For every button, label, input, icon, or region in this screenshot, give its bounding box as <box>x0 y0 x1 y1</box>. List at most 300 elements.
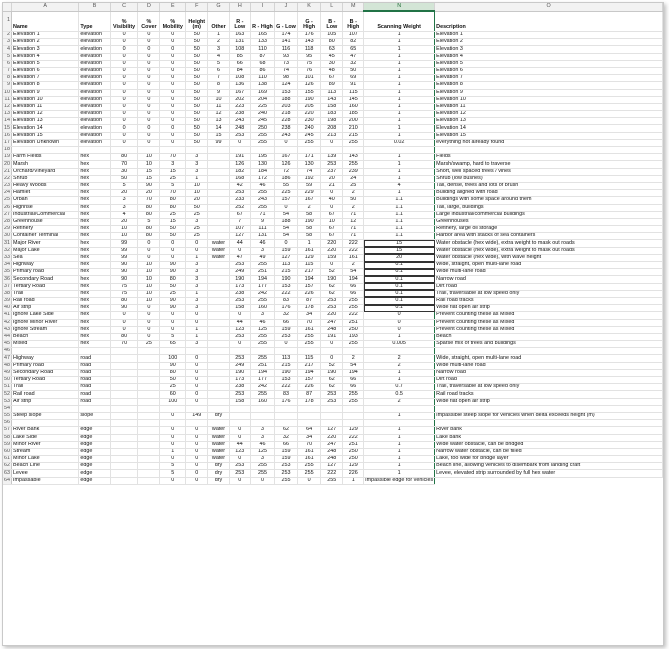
table-cell[interactable]: Rail road <box>12 297 79 304</box>
table-cell[interactable]: 50 <box>160 377 186 384</box>
table-cell[interactable]: 8 <box>208 82 229 89</box>
table-cell[interactable]: 50 <box>160 233 186 240</box>
table-cell[interactable]: 255 <box>250 139 274 146</box>
table-cell[interactable]: Elevation 1 <box>12 32 79 39</box>
table-cell[interactable]: 50 <box>186 139 208 146</box>
table-cell[interactable]: road <box>79 398 111 405</box>
table-cell[interactable]: Elevation 9 <box>435 89 663 96</box>
table-cell[interactable]: 1.1 <box>364 211 435 218</box>
table-cell[interactable]: 99 <box>110 240 137 247</box>
table-cell[interactable]: 1 <box>364 377 435 384</box>
table-cell[interactable]: Elevation 7 <box>12 75 79 82</box>
table-cell[interactable] <box>138 147 160 154</box>
row-header[interactable]: 19 <box>4 153 10 160</box>
column-header-b[interactable]: B <box>79 3 111 11</box>
table-cell[interactable]: 3 <box>186 269 208 276</box>
table-cell[interactable]: elevation <box>79 125 111 132</box>
table-cell[interactable]: 12 <box>343 218 364 225</box>
table-cell[interactable]: Major River <box>12 240 79 247</box>
table-cell[interactable]: 44 <box>229 240 250 247</box>
table-cell[interactable]: 46 <box>250 240 274 247</box>
table-cell[interactable] <box>364 420 435 427</box>
table-cell[interactable]: 131 <box>229 39 250 46</box>
table-cell[interactable]: 10 <box>138 154 160 161</box>
table-cell[interactable]: 157 <box>298 377 321 384</box>
table-cell[interactable]: 50 <box>186 82 208 89</box>
table-cell[interactable]: 1 <box>364 75 435 82</box>
row-header[interactable]: 60 <box>4 448 10 455</box>
table-cell[interactable]: 7 <box>208 75 229 82</box>
table-cell[interactable] <box>110 456 137 463</box>
table-cell[interactable]: 107 <box>229 226 250 233</box>
table-cell[interactable]: 0 <box>229 427 250 434</box>
table-cell[interactable]: 139 <box>321 154 343 161</box>
table-cell[interactable]: 245 <box>250 118 274 125</box>
table-cell[interactable]: 243 <box>275 132 298 139</box>
table-cell[interactable]: 80 <box>138 226 160 233</box>
table-cell[interactable]: 0 <box>321 139 343 146</box>
header-cell[interactable]: G - High <box>298 11 321 32</box>
table-cell[interactable]: 66 <box>275 319 298 326</box>
table-cell[interactable]: 74 <box>298 168 321 175</box>
table-cell[interactable] <box>208 348 229 355</box>
table-cell[interactable]: Ignore Stream <box>12 326 79 333</box>
table-cell[interactable] <box>208 369 229 376</box>
table-cell[interactable]: 143 <box>321 96 343 103</box>
table-cell[interactable]: 87 <box>250 53 274 60</box>
table-cell[interactable]: elevation <box>79 82 111 89</box>
table-cell[interactable]: elevation <box>79 139 111 146</box>
table-cell[interactable]: 44 <box>229 441 250 448</box>
table-cell[interactable]: Beach <box>12 333 79 340</box>
table-cell[interactable] <box>208 269 229 276</box>
table-cell[interactable]: 238 <box>229 290 250 297</box>
table-cell[interactable]: 208 <box>321 125 343 132</box>
table-cell[interactable] <box>110 355 137 362</box>
table-cell[interactable]: 190 <box>298 218 321 225</box>
table-cell[interactable]: hex <box>79 182 111 189</box>
table-cell[interactable]: 255 <box>321 477 343 484</box>
table-cell[interactable]: 65 <box>160 341 186 348</box>
table-cell[interactable]: 1 <box>298 240 321 247</box>
table-cell[interactable]: 82 <box>343 39 364 46</box>
row-header[interactable]: 31 <box>4 239 10 246</box>
row-header[interactable]: 64 <box>4 477 10 483</box>
table-cell[interactable]: 80 <box>110 333 137 340</box>
row-header[interactable]: 14 <box>4 117 10 124</box>
table-cell[interactable]: 127 <box>321 427 343 434</box>
table-cell[interactable]: 0 <box>138 39 160 46</box>
table-cell[interactable]: Shrub <box>12 175 79 182</box>
table-cell[interactable]: hex <box>79 190 111 197</box>
table-cell[interactable]: 1 <box>364 89 435 96</box>
table-cell[interactable] <box>208 405 229 412</box>
table-cell[interactable]: 10 <box>138 290 160 297</box>
table-cell[interactable]: 127 <box>275 254 298 261</box>
table-cell[interactable]: elevation <box>79 132 111 139</box>
table-cell[interactable]: 2 <box>364 398 435 405</box>
table-cell[interactable]: water <box>208 254 229 261</box>
table-cell[interactable]: 250 <box>343 326 364 333</box>
column-header-h[interactable]: H <box>229 3 250 11</box>
row-header[interactable]: 47 <box>4 354 10 361</box>
table-cell[interactable]: 10 <box>138 269 160 276</box>
table-cell[interactable]: 210 <box>343 125 364 132</box>
table-cell[interactable]: 1.1 <box>364 226 435 233</box>
table-cell[interactable]: Elevation 10 <box>12 96 79 103</box>
row-header[interactable]: 25 <box>4 196 10 203</box>
table-cell[interactable] <box>110 398 137 405</box>
table-cell[interactable]: 0 <box>186 384 208 391</box>
column-header-e[interactable]: E <box>160 3 186 11</box>
column-header-f[interactable]: F <box>186 3 208 11</box>
table-cell[interactable]: 10 <box>186 190 208 197</box>
table-cell[interactable]: water <box>208 247 229 254</box>
table-cell[interactable]: 58 <box>298 211 321 218</box>
table-cell[interactable]: 0 <box>186 312 208 319</box>
table-cell[interactable] <box>229 420 250 427</box>
table-cell[interactable] <box>250 405 274 412</box>
table-cell[interactable]: 6 <box>208 67 229 74</box>
table-cell[interactable]: Lake Side <box>12 434 79 441</box>
table-cell[interactable]: 0 <box>160 319 186 326</box>
table-cell[interactable]: 0.005 <box>364 341 435 348</box>
table-cell[interactable]: 1 <box>186 326 208 333</box>
row-header[interactable]: 8 <box>3 75 12 82</box>
row-header[interactable]: 33 <box>4 254 10 260</box>
table-cell[interactable]: 54 <box>275 211 298 218</box>
table-cell[interactable] <box>138 463 160 470</box>
table-cell[interactable] <box>160 147 186 154</box>
table-cell[interactable]: 248 <box>321 326 343 333</box>
table-cell[interactable]: 253 <box>229 470 250 477</box>
table-cell[interactable]: 222 <box>343 240 364 247</box>
table-cell[interactable]: 0 <box>110 326 137 333</box>
table-cell[interactable]: 159 <box>275 448 298 455</box>
table-cell[interactable]: 100 <box>160 355 186 362</box>
table-cell[interactable]: 0 <box>186 448 208 455</box>
table-cell[interactable]: 25 <box>186 211 208 218</box>
table-cell[interactable]: 50 <box>186 132 208 139</box>
table-cell[interactable] <box>208 204 229 211</box>
table-cell[interactable]: 161 <box>343 254 364 261</box>
table-cell[interactable]: 138 <box>250 82 274 89</box>
table-cell[interactable]: 126 <box>275 161 298 168</box>
table-cell[interactable]: 195 <box>250 154 274 161</box>
table-cell[interactable]: Tertiary Road <box>12 377 79 384</box>
table-cell[interactable]: 0 <box>364 326 435 333</box>
row-header[interactable]: 53 <box>4 398 10 404</box>
table-cell[interactable]: 4 <box>208 53 229 60</box>
table-cell[interactable]: 2 <box>208 39 229 46</box>
table-cell[interactable]: Wide, straight, open multi-lane road <box>435 355 663 362</box>
table-cell[interactable]: 251 <box>343 441 364 448</box>
table-cell[interactable]: 161 <box>298 448 321 455</box>
row-header[interactable]: 57 <box>4 426 10 433</box>
table-cell[interactable]: 222 <box>321 470 343 477</box>
table-cell[interactable] <box>110 147 137 154</box>
table-cell[interactable]: Levee, elevated strip surrounded by full hex water <box>435 470 663 477</box>
table-cell[interactable]: 50 <box>160 226 186 233</box>
table-cell[interactable]: Elevation 11 <box>12 103 79 110</box>
table-cell[interactable]: 1 <box>208 32 229 39</box>
table-cell[interactable]: 0 <box>160 441 186 448</box>
table-cell[interactable]: 67 <box>321 233 343 240</box>
column-header-l[interactable]: L <box>321 3 343 11</box>
table-cell[interactable]: Rail road <box>12 391 79 398</box>
table-cell[interactable]: 230 <box>298 118 321 125</box>
table-cell[interactable] <box>208 391 229 398</box>
table-cell[interactable] <box>110 384 137 391</box>
table-cell[interactable]: 255 <box>275 477 298 484</box>
table-cell[interactable]: 215 <box>275 269 298 276</box>
table-cell[interactable]: Sea <box>12 254 79 261</box>
table-cell[interactable]: 220 <box>321 247 343 254</box>
table-cell[interactable] <box>160 348 186 355</box>
table-cell[interactable]: Trail, traversable at low speed only <box>435 290 663 297</box>
table-cell[interactable]: 1 <box>186 254 208 261</box>
table-cell[interactable]: 58 <box>298 233 321 240</box>
table-cell[interactable]: 173 <box>229 377 250 384</box>
header-cell[interactable]: G - Low <box>275 11 298 32</box>
table-cell[interactable]: 55 <box>275 182 298 189</box>
table-cell[interactable] <box>208 168 229 175</box>
table-cell[interactable]: 218 <box>275 111 298 118</box>
table-cell[interactable]: 25 <box>160 290 186 297</box>
table-cell[interactable]: 65 <box>343 46 364 53</box>
table-cell[interactable]: 13 <box>208 118 229 125</box>
table-cell[interactable]: Tall, large, buildings <box>435 204 663 211</box>
table-cell[interactable]: 1 <box>364 369 435 376</box>
table-cell[interactable]: 10 <box>110 226 137 233</box>
row-header[interactable]: 55 <box>4 412 10 419</box>
table-cell[interactable]: hex <box>79 283 111 290</box>
table-cell[interactable]: 0 <box>138 96 160 103</box>
table-cell[interactable]: Minor Lake <box>12 456 79 463</box>
table-cell[interactable]: 62 <box>275 427 298 434</box>
table-cell[interactable]: Refinery, large oil storage <box>435 226 663 233</box>
table-cell[interactable] <box>250 420 274 427</box>
row-header[interactable]: 12 <box>4 103 10 110</box>
row-header[interactable]: 17 <box>4 139 10 145</box>
table-cell[interactable]: 25 <box>160 384 186 391</box>
row-header[interactable]: 37 <box>4 283 10 289</box>
table-cell[interactable] <box>321 147 343 154</box>
table-cell[interactable]: edge <box>79 427 111 434</box>
table-cell[interactable]: Elevation 13 <box>435 118 663 125</box>
row-header[interactable]: 13 <box>4 110 10 117</box>
table-cell[interactable]: 161 <box>298 456 321 463</box>
table-cell[interactable]: 86 <box>250 67 274 74</box>
table-cell[interactable]: 70 <box>160 154 186 161</box>
table-cell[interactable]: 80 <box>138 204 160 211</box>
table-cell[interactable]: 126 <box>298 82 321 89</box>
table-cell[interactable]: 0 <box>160 240 186 247</box>
table-cell[interactable]: 50 <box>186 204 208 211</box>
table-cell[interactable]: 145 <box>343 96 364 103</box>
table-cell[interactable]: 1 <box>364 96 435 103</box>
table-cell[interactable]: 190 <box>321 276 343 283</box>
table-cell[interactable]: Highway <box>12 355 79 362</box>
table-cell[interactable]: 188 <box>275 218 298 225</box>
table-cell[interactable]: 0.1 <box>364 290 435 297</box>
table-cell[interactable]: 153 <box>275 283 298 290</box>
table-cell[interactable] <box>138 355 160 362</box>
table-cell[interactable]: 0 <box>229 477 250 484</box>
table-cell[interactable]: Elevation 15 <box>12 132 79 139</box>
table-cell[interactable]: 115 <box>343 89 364 96</box>
table-cell[interactable]: 0.5 <box>364 391 435 398</box>
table-cell[interactable]: Elevation 6 <box>12 67 79 74</box>
table-cell[interactable]: 225 <box>250 103 274 110</box>
table-cell[interactable] <box>110 448 137 455</box>
row-header[interactable]: 61 <box>4 455 10 462</box>
table-cell[interactable]: 0 <box>186 434 208 441</box>
table-cell[interactable]: edge <box>79 448 111 455</box>
table-cell[interactable]: 253 <box>229 463 250 470</box>
table-cell[interactable]: 0 <box>138 333 160 340</box>
table-cell[interactable]: 3 <box>110 204 137 211</box>
table-cell[interactable] <box>208 197 229 204</box>
table-cell[interactable]: 50 <box>343 197 364 204</box>
table-cell[interactable]: hex <box>79 290 111 297</box>
table-cell[interactable]: 1 <box>364 53 435 60</box>
table-cell[interactable] <box>138 477 160 484</box>
table-cell[interactable]: 0 <box>110 39 137 46</box>
table-cell[interactable]: 71 <box>343 226 364 233</box>
table-cell[interactable]: 167 <box>298 197 321 204</box>
table-cell[interactable]: 1 <box>364 103 435 110</box>
table-cell[interactable]: 0 <box>138 132 160 139</box>
table-cell[interactable]: 80 <box>321 39 343 46</box>
table-cell[interactable]: 90 <box>138 182 160 189</box>
table-cell[interactable]: hex <box>79 276 111 283</box>
table-cell[interactable]: 222 <box>343 312 364 319</box>
table-cell[interactable] <box>138 420 160 427</box>
table-cell[interactable]: 7 <box>229 218 250 225</box>
table-cell[interactable]: Wide flat open air strip <box>435 398 663 405</box>
table-cell[interactable]: 131 <box>250 233 274 240</box>
table-cell[interactable]: edge <box>79 456 111 463</box>
row-header[interactable]: 43 <box>4 326 10 332</box>
table-cell[interactable]: 255 <box>298 341 321 348</box>
table-cell[interactable]: 1 <box>364 463 435 470</box>
table-cell[interactable] <box>208 341 229 348</box>
table-cell[interactable]: 253 <box>321 391 343 398</box>
table-cell[interactable]: 67 <box>321 226 343 233</box>
table-cell[interactable] <box>110 362 137 369</box>
table-cell[interactable]: 0 <box>160 103 186 110</box>
table-cell[interactable]: 0 <box>138 111 160 118</box>
table-cell[interactable]: 0 <box>110 139 137 146</box>
table-cell[interactable]: hex <box>79 341 111 348</box>
table-cell[interactable]: 50 <box>186 67 208 74</box>
table-cell[interactable]: hex <box>79 319 111 326</box>
row-header[interactable]: 39 <box>4 297 10 304</box>
table-cell[interactable]: 62 <box>321 377 343 384</box>
table-cell[interactable]: 247 <box>321 441 343 448</box>
table-cell[interactable]: 0 <box>138 305 160 312</box>
table-cell[interactable]: 0.7 <box>364 384 435 391</box>
table-cell[interactable]: Air strip <box>12 398 79 405</box>
table-cell[interactable]: 127 <box>229 233 250 240</box>
table-cell[interactable]: 1 <box>364 82 435 89</box>
table-cell[interactable]: 15 <box>364 247 435 254</box>
table-cell[interactable]: Fields <box>435 154 663 161</box>
table-cell[interactable]: dry <box>208 477 229 484</box>
table-cell[interactable]: 70 <box>110 341 137 348</box>
table-cell[interactable]: 3 <box>250 312 274 319</box>
row-header[interactable]: 2 <box>3 32 12 39</box>
table-cell[interactable]: 194 <box>343 276 364 283</box>
table-cell[interactable] <box>208 283 229 290</box>
table-cell[interactable]: 240 <box>250 111 274 118</box>
table-cell[interactable]: 66 <box>343 283 364 290</box>
table-cell[interactable]: 253 <box>229 391 250 398</box>
table-cell[interactable] <box>435 348 663 355</box>
table-cell[interactable]: 153 <box>275 89 298 96</box>
table-cell[interactable]: 67 <box>321 75 343 82</box>
table-cell[interactable]: 52 <box>321 362 343 369</box>
table-cell[interactable]: Ignore Minor River <box>12 319 79 326</box>
table-cell[interactable]: Narrow road <box>435 276 663 283</box>
table-cell[interactable]: 178 <box>298 305 321 312</box>
table-cell[interactable]: Elevation 2 <box>12 39 79 46</box>
table-cell[interactable]: 0 <box>160 39 186 46</box>
table-cell[interactable]: 0 <box>110 46 137 53</box>
table-cell[interactable]: 159 <box>275 326 298 333</box>
header-cell[interactable]: Scanning Weight <box>364 11 435 32</box>
table-cell[interactable] <box>364 147 435 154</box>
table-cell[interactable] <box>298 405 321 412</box>
table-cell[interactable] <box>208 297 229 304</box>
table-cell[interactable] <box>110 420 137 427</box>
table-cell[interactable]: 238 <box>229 111 250 118</box>
table-cell[interactable] <box>321 412 343 419</box>
table-cell[interactable]: 1 <box>343 477 364 484</box>
table-cell[interactable]: 0 <box>321 204 343 211</box>
table-cell[interactable] <box>298 348 321 355</box>
table-cell[interactable]: Prevent counting these as Mixed <box>435 326 663 333</box>
table-cell[interactable]: hex <box>79 154 111 161</box>
table-cell[interactable]: 91 <box>343 82 364 89</box>
table-cell[interactable]: 149 <box>186 412 208 419</box>
table-cell[interactable]: 62 <box>321 290 343 297</box>
table-cell[interactable]: 85 <box>229 53 250 60</box>
table-cell[interactable] <box>110 470 137 477</box>
table-cell[interactable]: 255 <box>298 463 321 470</box>
select-all-corner[interactable] <box>3 3 12 11</box>
table-cell[interactable]: 0 <box>160 477 186 484</box>
row-header[interactable]: 18 <box>4 146 10 153</box>
table-cell[interactable] <box>343 348 364 355</box>
table-cell[interactable] <box>229 412 250 419</box>
table-cell[interactable]: hex <box>79 305 111 312</box>
table-cell[interactable]: 0 <box>186 369 208 376</box>
table-cell[interactable] <box>138 441 160 448</box>
table-cell[interactable] <box>208 377 229 384</box>
table-cell[interactable]: 194 <box>250 276 274 283</box>
table-cell[interactable]: 5 <box>208 60 229 67</box>
table-cell[interactable]: 213 <box>321 132 343 139</box>
table-cell[interactable]: River bank <box>435 427 663 434</box>
table-cell[interactable]: 3 <box>186 283 208 290</box>
table-cell[interactable]: 42 <box>229 182 250 189</box>
table-cell[interactable]: 250 <box>250 125 274 132</box>
table-cell[interactable]: 183 <box>321 111 343 118</box>
table-cell[interactable] <box>343 147 364 154</box>
table-cell[interactable]: Farm Fields <box>12 154 79 161</box>
